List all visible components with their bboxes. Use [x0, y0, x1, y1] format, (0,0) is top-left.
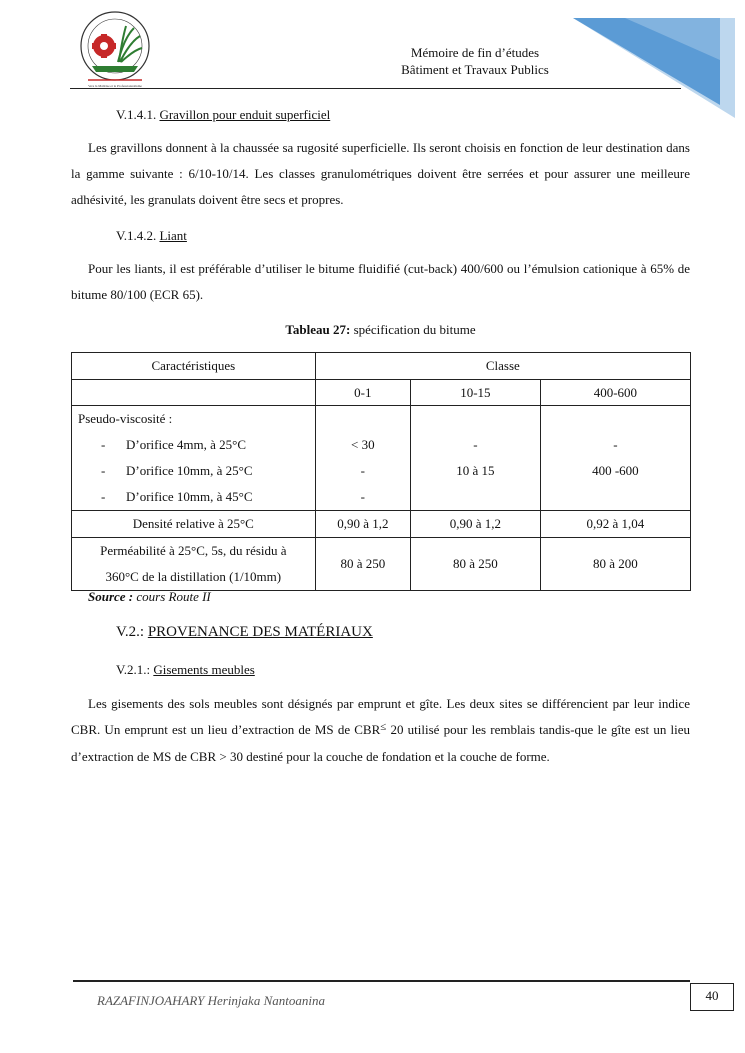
section-number: V.2.1.: — [116, 662, 151, 677]
table-cell: 80 à 200 — [540, 538, 690, 591]
section-number: V.1.4.2. — [116, 228, 157, 243]
paragraph-gravillon: Les gravillons donnent à la chaussée sa rugosité superficielle. Ils seront choisis en fonction de leur destination dans la gamme suivante : 6/10-10/14. Les classes granulométriques doivent être serrées et pour assurer une meilleure adhésivité, les granulats doivent être secs et propres. — [71, 140, 690, 207]
section-heading-provenance — [116, 624, 373, 641]
table-source — [88, 589, 211, 605]
school-logo — [74, 8, 156, 90]
table-cell: - — [613, 437, 618, 452]
source-text: cours Route II — [133, 589, 211, 604]
table-caption-text: spécification du bitume — [350, 322, 476, 337]
table-caption-label: Tableau 27: — [285, 322, 351, 337]
table-cell — [411, 484, 540, 510]
table-cell: < 30 — [351, 437, 375, 452]
table-cell: 400 -600 — [592, 463, 639, 478]
header-characteristics: Caractéristiques — [72, 353, 316, 380]
section-title: Liant — [159, 228, 187, 243]
table-cell: 0,90 à 1,2 — [315, 511, 410, 538]
header-class: Classe — [315, 353, 690, 380]
section-number: V.2.: — [116, 624, 145, 640]
table-row-density — [72, 511, 691, 538]
table-class-row — [72, 380, 691, 406]
table-row-viscosity — [72, 406, 691, 511]
logo-motto: Vers la Maîtrise et le Professionnalisme — [88, 84, 142, 88]
table-cell: 0,92 à 1,04 — [540, 511, 690, 538]
section-title: Gisements meubles — [153, 662, 255, 677]
class-0-1: 0-1 — [315, 380, 410, 406]
viscosity-item: - D’orifice 4mm, à 25°C — [101, 437, 247, 452]
section-heading-gisements — [116, 662, 255, 678]
table-cell: 80 à 250 — [411, 538, 541, 591]
viscosity-values-10-15 — [411, 406, 541, 511]
density-label: Densité relative à 25°C — [72, 511, 316, 538]
empty-cell — [72, 380, 316, 406]
table-cell: 0,90 à 1,2 — [411, 511, 541, 538]
table-row-permeability — [72, 538, 691, 591]
less-equal-symbol: ≤ — [380, 721, 387, 733]
viscosity-values-0-1 — [315, 406, 410, 511]
section-heading-gravillon — [116, 107, 330, 123]
corner-decoration — [565, 0, 745, 125]
section-number: V.1.4.1. — [116, 107, 157, 122]
bitumen-spec-table — [71, 352, 691, 591]
table-cell: 80 à 250 — [315, 538, 410, 591]
header-line-1: Mémoire de fin d’études — [410, 45, 540, 60]
table-header-row — [72, 353, 691, 380]
table-cell: - — [360, 489, 365, 504]
viscosity-item: - D’orifice 10mm, à 25°C — [101, 463, 253, 478]
table-cell: - — [473, 437, 478, 452]
footer-rule — [73, 980, 690, 982]
paragraph-gisements: Les gisements des sols meubles sont désignés par emprunt et gîte. Les deux sites se différencient par leur indice CBR. Un emprunt est un lieu d’extraction de MS de CBR≤ 20 utilisé pour les remblais tandis-que le gîte est un lieu d’extraction de MS de CBR > 30 destiné pour la couche de fondation et la couche de forme. — [71, 696, 690, 764]
header-line-2: Bâtiment et Travaux Publics — [401, 62, 549, 77]
paragraph-liant: Pour les liants, il est préférable d’utiliser le bitume fluidifié (cut-back) 400/600 ou l’émulsion cationique à 65% de bitume 80/100 (ECR 65). — [71, 261, 690, 302]
table-cell: 10 à 15 — [456, 463, 495, 478]
source-label: Source : — [88, 589, 134, 604]
header-title — [360, 44, 590, 78]
viscosity-item: - D’orifice 10mm, à 45°C — [101, 489, 253, 504]
section-heading-liant — [116, 228, 187, 244]
page-number: 40 — [690, 983, 734, 1011]
table-cell: - — [360, 463, 365, 478]
permeability-label: Perméabilité à 25°C, 5s, du résidu à 360°C de la distillation (1/10mm) — [72, 538, 316, 591]
viscosity-values-400-600 — [540, 406, 690, 511]
class-10-15: 10-15 — [411, 380, 541, 406]
footer-author: RAZAFINJOAHARY Herinjaka Nantoanina — [97, 993, 325, 1008]
viscosity-label-cell — [72, 406, 316, 511]
section-title: Gravillon pour enduit superficiel — [159, 107, 331, 122]
header-rule — [70, 88, 681, 89]
section-title: PROVENANCE DES MATÉRIAUX — [147, 624, 373, 640]
table-cell — [541, 484, 690, 510]
class-400-600: 400-600 — [540, 380, 690, 406]
table-caption — [71, 322, 690, 338]
viscosity-label: Pseudo-viscosité : — [78, 411, 173, 426]
